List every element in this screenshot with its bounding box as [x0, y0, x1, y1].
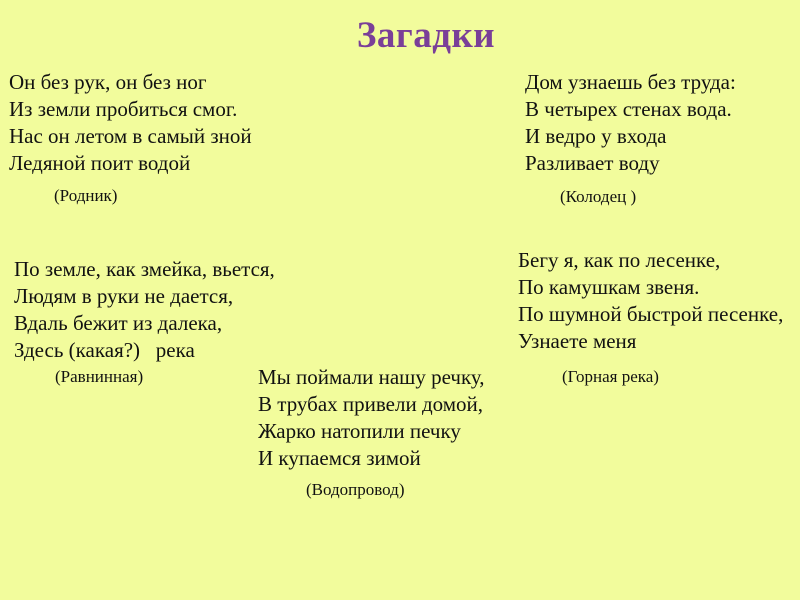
- riddle-lowland-river: [14, 256, 275, 364]
- answer-well: (Колодец ): [560, 187, 637, 206]
- riddle-line: Бегу я, как по лесенке,: [518, 248, 721, 272]
- riddle-line: Он без рук, он без ног: [9, 70, 207, 94]
- answer-mountain-river: (Горная река): [562, 367, 659, 386]
- riddle-line: В четырех стенах вода.: [525, 97, 732, 121]
- riddle-water-supply: [258, 364, 485, 472]
- riddle-line: В трубах привели домой,: [258, 392, 484, 416]
- riddle-line: Жарко натопили печку: [258, 419, 461, 443]
- riddle-line: Нас он летом в самый зной: [9, 124, 252, 148]
- riddle-line: Вдаль бежит из далека,: [14, 311, 223, 335]
- riddle-line: По земле, как змейка, вьется,: [14, 257, 275, 281]
- riddle-line: По шумной быстрой песенке,: [518, 302, 784, 326]
- riddle-line: Здесь (какая?) река: [14, 338, 195, 362]
- riddle-well: [525, 69, 736, 177]
- riddle-line: Узнаете меня: [518, 329, 637, 353]
- answer-water-supply: (Водопровод): [306, 480, 405, 499]
- riddle-line: Дом узнаешь без труда:: [525, 70, 736, 94]
- riddle-line: Разливает воду: [525, 151, 660, 175]
- riddle-spring: [9, 69, 252, 177]
- answer-lowland-river: (Равнинная): [55, 367, 144, 386]
- riddle-mountain-river: [518, 247, 783, 355]
- answer-spring: (Родник): [54, 186, 118, 205]
- riddle-line: Из земли пробиться смог.: [9, 97, 238, 121]
- riddle-line: И ведро у входа: [525, 124, 667, 148]
- riddle-line: Мы поймали нашу речку,: [258, 365, 485, 389]
- riddle-line: Людям в руки не дается,: [14, 284, 234, 308]
- page-title: Загадки: [356, 15, 496, 56]
- riddle-line: По камушкам звеня.: [518, 275, 700, 299]
- riddle-line: Ледяной поит водой: [9, 151, 191, 175]
- riddle-line: И купаемся зимой: [258, 446, 421, 470]
